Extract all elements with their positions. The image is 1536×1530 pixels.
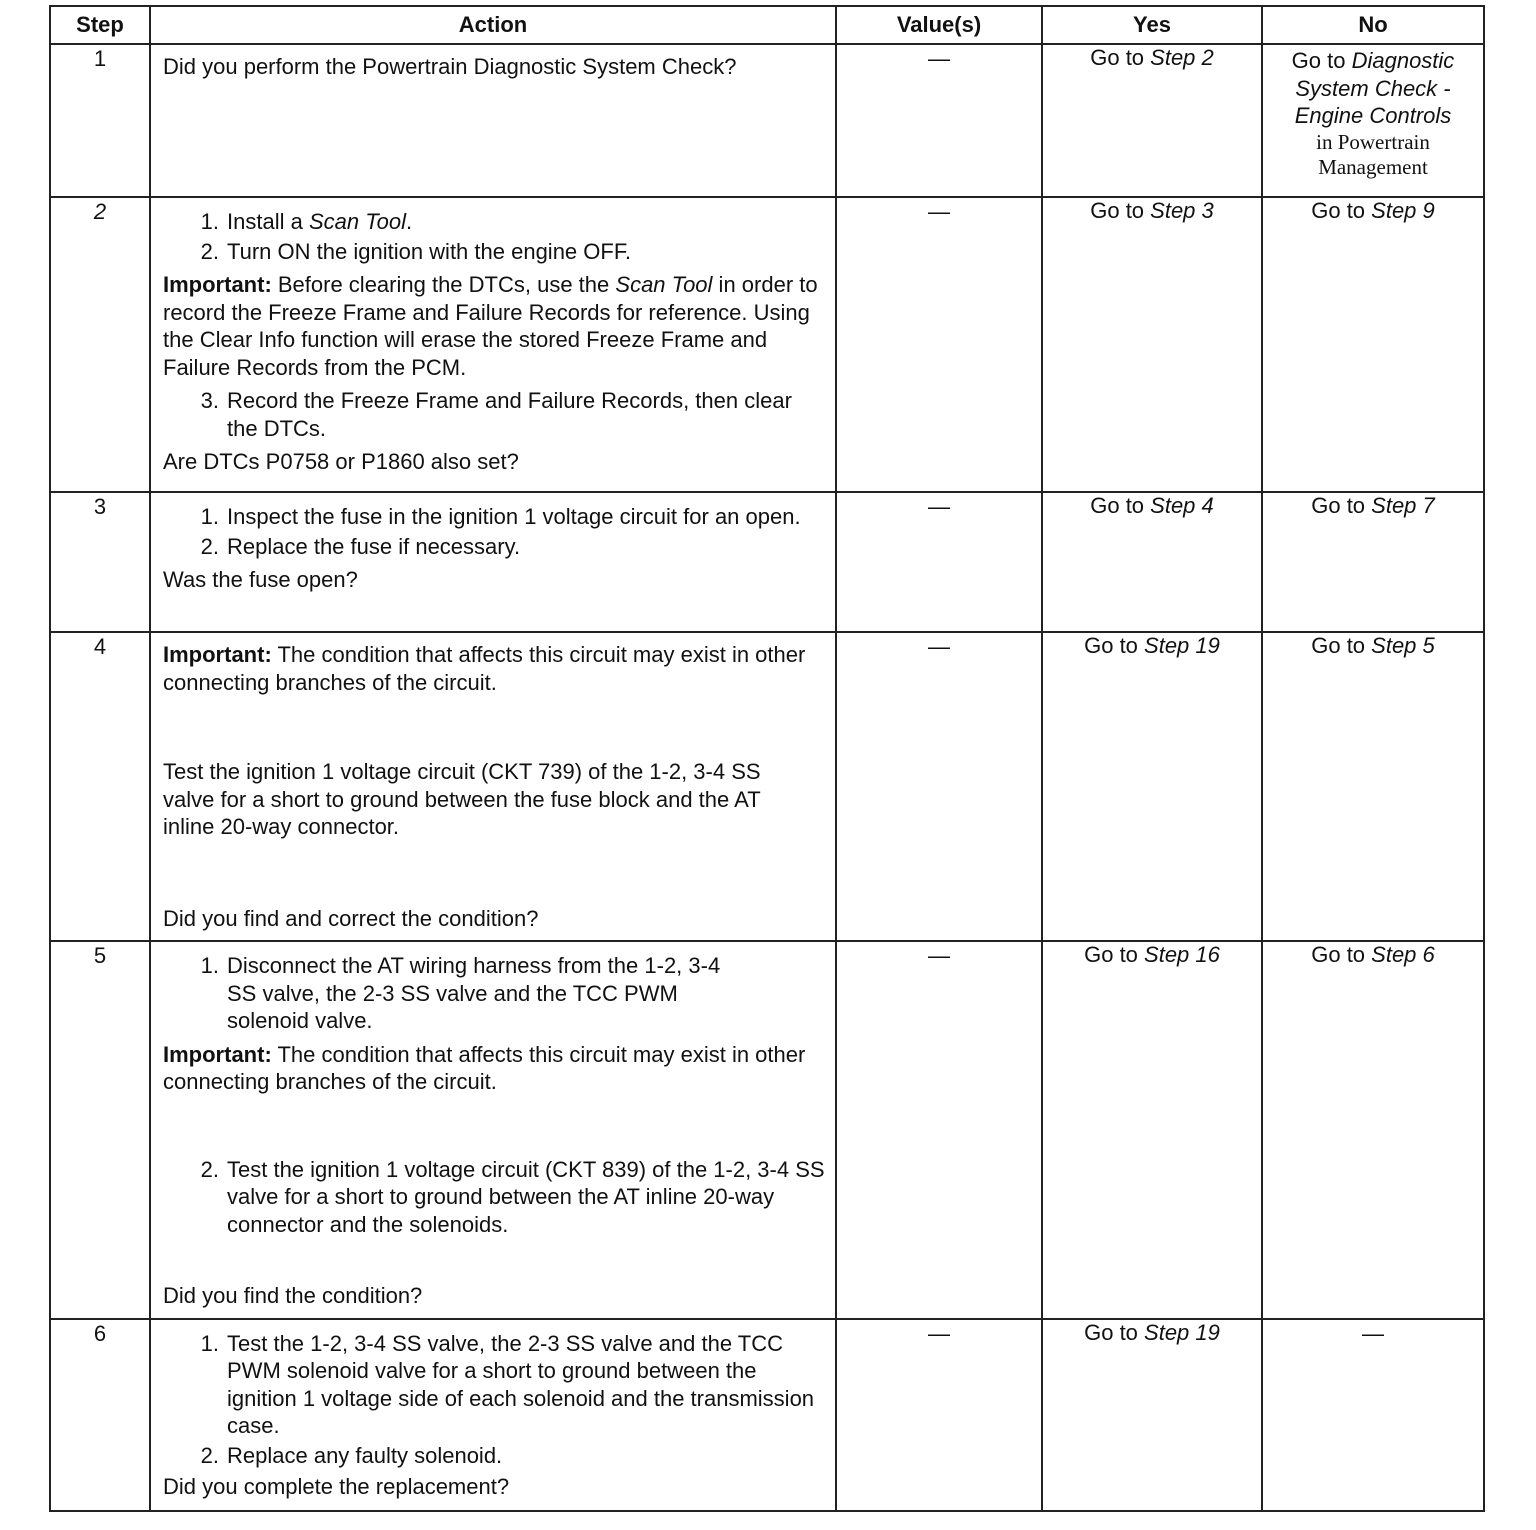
yes-step-link: Step 16 [1144,942,1220,967]
action-question: Was the fuse open? [163,567,358,592]
list-item [163,952,825,1035]
step-number: 1 [50,44,150,197]
yes-cell [1042,632,1262,941]
yes-prefix: Go to [1084,633,1145,658]
yes-cell [1042,492,1262,632]
table-row [50,632,1484,941]
item-number: 1. [200,504,219,529]
header-step: Step [50,6,150,44]
no-prefix: Go to [1311,942,1372,967]
table-row [50,1319,1484,1511]
no-cell [1262,44,1484,197]
step-number: 3 [50,492,150,632]
no-cell [1262,492,1484,632]
no-cell [1262,941,1484,1319]
item-text: Replace any faulty solenoid. [227,1442,503,1468]
yes-step-link: Step 19 [1144,1319,1220,1345]
value-cell: — [836,44,1042,197]
important-text-end: in order to record the Freeze Frame and Failure Records for reference. Using the Clear Info function will erase the stored Freeze Frame and Failure Records from the PCM. [163,272,818,380]
list-item [163,1442,825,1470]
list-item [163,208,825,236]
list-item [163,1330,825,1440]
step-number: 6 [50,1319,150,1511]
item-text: Test the ignition 1 voltage circuit (CKT 839) of the 1-2, 3-4 SS valve for a short to ground between the AT inline 20-way connector and the solenoids. [227,1156,825,1237]
table-row [50,44,1484,197]
no-step-link: Step 7 [1371,493,1435,518]
value-cell: — [836,1319,1042,1511]
yes-cell [1042,941,1262,1319]
list-item [163,238,825,266]
action-question: Did you find the condition? [163,1283,423,1308]
yes-cell [1042,197,1262,492]
value-cell: — [836,197,1042,492]
important-label: Important: [163,1041,272,1067]
header-yes: Yes [1042,6,1262,44]
item-text: Test the 1-2, 3-4 SS valve, the 2-3 SS valve and the TCC PWM solenoid valve for a short to ground between the ignition 1 voltage side of each solenoid and the transmission case. [227,1330,815,1438]
important-emphasis: Scan Tool [615,272,713,297]
no-link-line-1: Diagnostic [1351,48,1455,73]
yes-step-link: Step 2 [1150,45,1214,70]
item-text: Install a [227,209,309,234]
no-prefix: Go to [1311,493,1372,518]
table-row [50,492,1484,632]
item-number: 2. [200,1442,219,1468]
yes-step-link: Step 3 [1150,198,1214,223]
action-cell [150,941,836,1319]
action-cell [150,1319,836,1511]
list-item [163,1156,825,1239]
list-item [163,387,825,442]
important-label: Important: [163,642,272,667]
item-text: Record the Freeze Frame and Failure Records, then clear the DTCs. [227,388,792,441]
important-text: Before clearing the DTCs, use the [271,272,616,297]
item-number: 1. [200,953,219,978]
value-cell: — [836,492,1042,632]
step-number: 2 [50,197,150,492]
item-number: 1. [200,209,219,234]
yes-prefix: Go to [1090,493,1151,518]
item-text: Inspect the fuse in the ignition 1 voltage circuit for an open. [227,504,801,529]
no-cell: — [1262,1319,1484,1511]
item-text: Turn ON the ignition with the engine OFF. [227,238,631,264]
action-cell [150,632,836,941]
item-emphasis: Scan Tool [308,209,406,234]
important-note [163,271,825,381]
no-link-line-3: Engine Controls [1294,103,1452,128]
step-number: 5 [50,941,150,1319]
header-no: No [1262,6,1484,44]
yes-prefix: Go to [1084,942,1145,967]
important-label: Important: [163,272,272,297]
value-cell: — [836,941,1042,1319]
action-cell [150,197,836,492]
yes-prefix: Go to [1090,198,1151,223]
item-text-end: . [405,209,413,234]
table-row [50,941,1484,1319]
action-cell [150,492,836,632]
item-number: 2. [200,238,219,264]
list-item [163,533,825,561]
yes-step-link: Step 4 [1150,493,1214,518]
table-row [50,197,1484,492]
yes-prefix: Go to [1084,1319,1145,1345]
action-question: Did you complete the replacement? [163,1474,510,1499]
list-item [163,503,825,531]
important-note [163,1041,825,1096]
diagnostic-table [49,5,1485,1512]
important-note [163,641,825,696]
no-suffix-line-2: Management [1318,154,1428,179]
no-step-link: Step 6 [1371,942,1435,967]
header-action: Action [150,6,836,44]
no-prefix: Go to [1311,633,1372,658]
no-suffix-line-1: in Powertrain [1316,129,1430,154]
no-link-line-2: System Check - [1295,75,1451,101]
yes-step-link: Step 19 [1144,633,1220,658]
yes-cell [1042,44,1262,197]
value-cell: — [836,632,1042,941]
no-step-link: Step 5 [1371,633,1435,658]
yes-prefix: Go to [1090,45,1151,70]
item-number: 3. [200,388,219,413]
action-question: Did you find and correct the condition? [163,905,539,931]
action-body: Test the ignition 1 voltage circuit (CKT 739) of the 1-2, 3-4 SS valve for a short to ground between the fuse block and the AT inline 20-way connector. [163,759,761,839]
no-cell [1262,197,1484,492]
important-text: The condition that affects this circuit may exist in other connecting branches of the circuit. [163,642,806,695]
header-value: Value(s) [836,6,1042,44]
no-prefix: Go to [1311,198,1372,223]
no-step-link: Step 9 [1371,198,1435,223]
item-number: 1. [200,1330,219,1356]
action-question: Did you perform the Powertrain Diagnostic System Check? [163,54,737,79]
step-number: 4 [50,632,150,941]
item-number: 2. [200,533,219,559]
header-row [50,6,1484,44]
item-number: 2. [200,1156,219,1182]
important-text: The condition that affects this circuit may exist in other connecting branches of the circuit. [163,1041,806,1094]
item-text: Disconnect the AT wiring harness from the 1-2, 3-4 SS valve, the 2-3 SS valve and the TCC PWM solenoid valve. [227,953,721,1033]
yes-cell [1042,1319,1262,1511]
no-cell [1262,632,1484,941]
action-question: Are DTCs P0758 or P1860 also set? [163,449,519,474]
item-text: Replace the fuse if necessary. [227,533,521,559]
action-cell [150,44,836,197]
no-prefix: Go to [1291,48,1352,73]
